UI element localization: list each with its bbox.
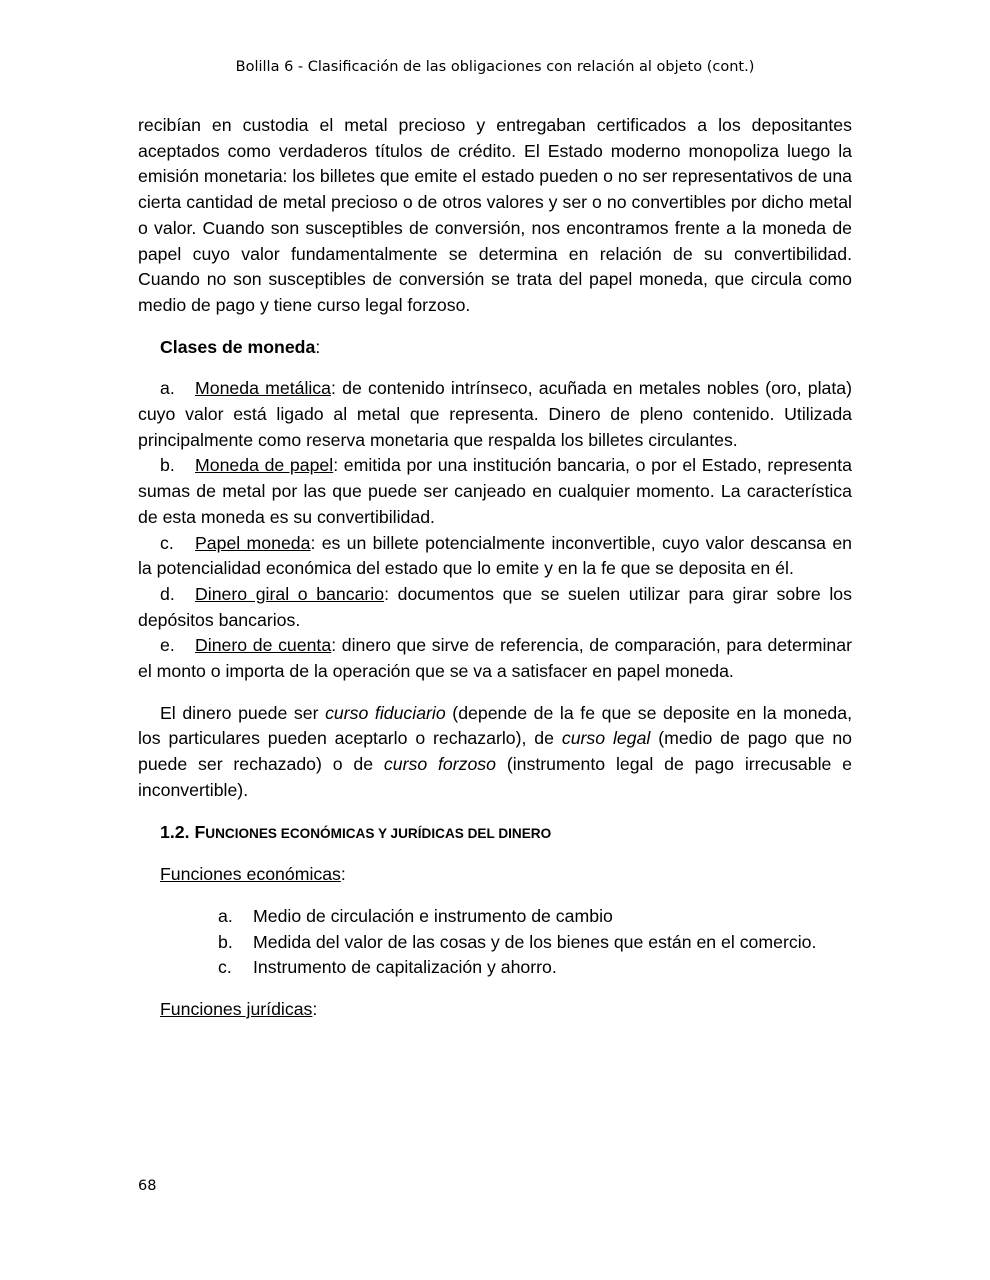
text-run: (instrumento legal de pago irrecusable e inconvertible). — [138, 754, 853, 800]
clases-heading-text: Clases de moneda — [160, 336, 316, 357]
italic-term: curso forzoso — [383, 754, 496, 775]
list-item — [138, 531, 852, 582]
section-title-rest: UNCIONES ECONÓMICAS Y JURÍDICAS DEL DINERO — [205, 825, 552, 841]
list-marker: c. — [218, 957, 232, 978]
list-marker: a. — [218, 905, 233, 926]
italic-term: curso fiduciario — [325, 702, 446, 723]
list-term: Moneda metálica — [195, 378, 331, 399]
italic-term: curso legal — [561, 728, 651, 749]
colon: : — [340, 864, 346, 885]
list-term: Dinero de cuenta — [195, 635, 332, 656]
list-item — [138, 582, 852, 633]
text-run: (depende de la fe que se deposite en la moneda, los particulares pueden aceptarlo o rechazarlo), de — [138, 702, 852, 749]
intro-paragraph: recibían en custodia el metal precioso y entregaban certificados a los depositantes aceptados como verdaderos títulos de crédito. El Estado moderno monopoliza luego la emisión monetaria: los billetes que emite el estado pueden o no ser representativos de una cierta cantidad de metal precioso o de otros valores y ser o no convertibles por dicho metal o valor. Cuando son susceptibles de conversión, nos encontramos frente a la moneda de papel cuyo valor fundamentalmente se determina en relación de su convertibilidad. Cuando no son susceptibles de conversión se trata del papel moneda, que circula como medio de pago y tiene curso legal forzoso. — [138, 115, 852, 315]
juridicas-heading — [138, 997, 852, 1023]
list-term: Dinero giral o bancario — [195, 583, 385, 604]
page-body — [138, 113, 852, 1023]
list-text: : de contenido intrínseco, acuñada en metales nobles (oro, plata) cuyo valor está ligado al metal que representa. Dinero de pleno contenido. Utilizada principalmente como reserva monetaria que respalda los billetes circulantes. — [138, 378, 852, 450]
list-term: Moneda de papel — [195, 455, 334, 476]
list-text: Medida del valor de las cosas y de los bienes que están en el comercio. — [253, 931, 817, 952]
text-run: (medio de pago que no puede ser rechazado) o de — [138, 728, 852, 775]
list-text: Instrumento de capitalización y ahorro. — [253, 957, 557, 978]
section-heading — [138, 820, 852, 847]
economicas-heading — [138, 862, 852, 888]
list-marker: a. — [160, 378, 175, 399]
page-number: 68 — [138, 1178, 157, 1194]
list-text: Medio de circulación e instrumento de cambio — [253, 905, 613, 926]
running-header: Bolilla 6 - Clasificación de las obligaciones con relación al objeto (cont.) — [235, 59, 755, 75]
text-run: El dinero puede ser — [160, 702, 326, 723]
economicas-heading-text: Funciones económicas — [160, 864, 341, 885]
list-item — [138, 376, 852, 453]
list-item — [138, 904, 852, 930]
list-text: : documentos que se suelen utilizar para girar sobre los depósitos bancarios. — [138, 583, 852, 630]
list-marker: b. — [160, 455, 175, 476]
list-text: : es un billete potencialmente inconvertible, cuyo valor descansa en la potencialidad económica del estado que lo emite y en la fe que se deposita en él. — [138, 532, 852, 579]
list-text: : emitida por una institución bancaria, o por el Estado, representa sumas de metal por las que puede ser canjeado en cualquier momento. La característica de esta moneda es su convertibilidad. — [138, 455, 852, 527]
list-term: Papel moneda — [195, 532, 311, 553]
list-text: : dinero que sirve de referencia, de comparación, para determinar el monto o importa de la operación que se va a satisfacer en papel moneda. — [138, 635, 852, 682]
section-number: 1.2. — [160, 821, 190, 842]
colon: : — [312, 999, 318, 1020]
list-item — [138, 453, 852, 530]
curso-paragraph — [138, 701, 852, 804]
section-title-initial: F — [194, 821, 206, 842]
list-marker: c. — [160, 532, 174, 553]
colon: : — [315, 336, 321, 357]
clases-heading — [138, 335, 852, 361]
list-marker: e. — [160, 635, 175, 656]
list-item — [138, 633, 852, 684]
list-marker: b. — [218, 931, 233, 952]
list-item — [138, 955, 852, 981]
list-marker: d. — [160, 583, 175, 604]
juridicas-heading-text: Funciones jurídicas — [160, 999, 313, 1020]
list-item — [138, 930, 852, 956]
